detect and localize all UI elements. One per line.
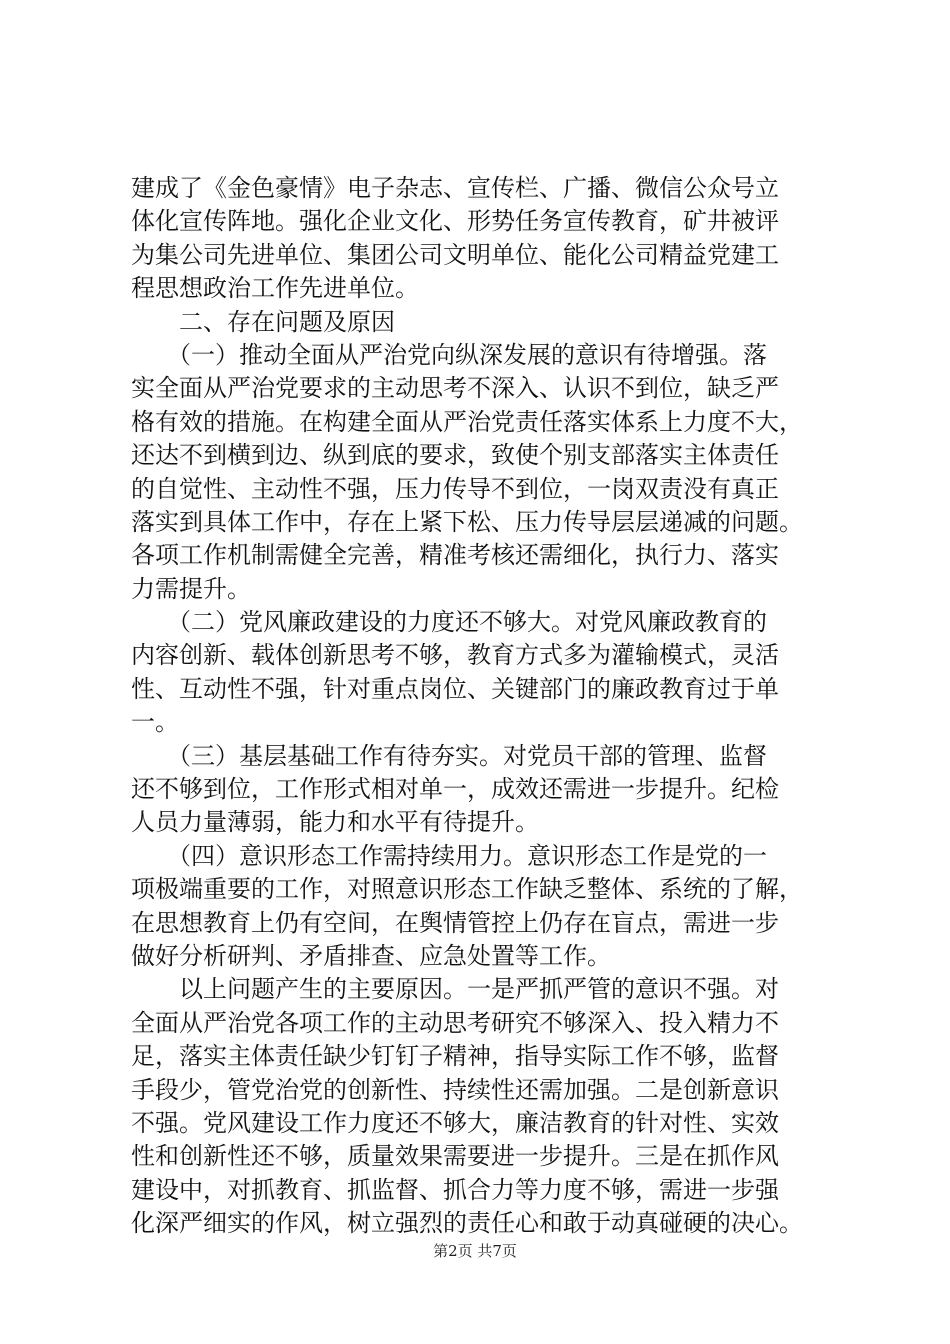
page-number-footer: 第2页 共7页 (433, 1242, 517, 1260)
section-heading: 二、存在问题及原因 (131, 307, 395, 336)
text-line: 一。 (131, 708, 179, 737)
text-line: 手段少，管党治党的创新性、持续性还需加强。二是创新意识 (131, 1075, 779, 1104)
text-line: 为集公司先进单位、集团公司文明单位、能化公司精益党建工 (131, 240, 779, 269)
text-line: 在思想教育上仍有空间，在舆情管控上仍存在盲点，需进一步 (131, 908, 779, 937)
text-line: 化深严细实的作风，树立强烈的责任心和敢于动真碰硬的决心。 (131, 1209, 803, 1238)
text-line: 力需提升。 (131, 574, 251, 603)
text-line: 还不够到位，工作形式相对单一，成效还需进一步提升。纪检 (131, 775, 779, 804)
text-line: 以上问题产生的主要原因。一是严抓严管的意识不强。对 (131, 975, 779, 1004)
text-line: 不强。党风建设工作力度还不够大，廉洁教育的针对性、实效 (131, 1108, 779, 1137)
text-line: 性和创新性还不够，质量效果需要进一步提升。三是在抓作风 (131, 1142, 779, 1171)
text-line: 落实到具体工作中，存在上紧下松、压力传导层层递减的问题。 (131, 507, 803, 536)
text-line: 人员力量薄弱，能力和水平有待提升。 (131, 808, 539, 837)
text-line: （二）党风廉政建设的力度还不够大。对党风廉政教育的 (131, 608, 767, 637)
text-line: 全面从严治党各项工作的主动思考研究不够深入、投入精力不 (131, 1008, 779, 1037)
text-line: 内容创新、载体创新思考不够，教育方式多为灌输模式，灵活 (131, 641, 779, 670)
text-line: 体化宣传阵地。强化企业文化、形势任务宣传教育，矿井被评 (131, 207, 779, 236)
text-line: 还达不到横到边、纵到底的要求，致使个别支部落实主体责任 (131, 441, 779, 470)
text-line: 足，落实主体责任缺少钉钉子精神，指导实际工作不够，监督 (131, 1042, 779, 1071)
text-line: （四）意识形态工作需持续用力。意识形态工作是党的一 (131, 841, 767, 870)
text-line: 做好分析研判、矛盾排查、应急处置等工作。 (131, 941, 611, 970)
text-line: （一）推动全面从严治党向纵深发展的意识有待增强。落 (131, 340, 767, 369)
text-line: 实全面从严治党要求的主动思考不深入、认识不到位，缺乏严 (131, 374, 779, 403)
text-line: 项极端重要的工作，对照意识形态工作缺乏整体、系统的了解， (131, 875, 803, 904)
text-line: 性、互动性不强，针对重点岗位、关键部门的廉政教育过于单 (131, 674, 779, 703)
text-line: 程思想政治工作先进单位。 (131, 274, 419, 303)
text-line: 的自觉性、主动性不强，压力传导不到位，一岗双责没有真正 (131, 474, 779, 503)
text-line: 建设中，对抓教育、抓监督、抓合力等力度不够，需进一步强 (131, 1175, 779, 1204)
text-line: 格有效的措施。在构建全面从严治党责任落实体系上力度不大， (131, 407, 803, 436)
text-line: 各项工作机制需健全完善，精准考核还需细化，执行力、落实 (131, 541, 779, 570)
text-line: （三）基层基础工作有待夯实。对党员干部的管理、监督 (131, 741, 767, 770)
body-text (131, 172, 826, 1241)
text-line: 建成了《金色豪情》电子杂志、宣传栏、广播、微信公众号立 (131, 174, 779, 202)
